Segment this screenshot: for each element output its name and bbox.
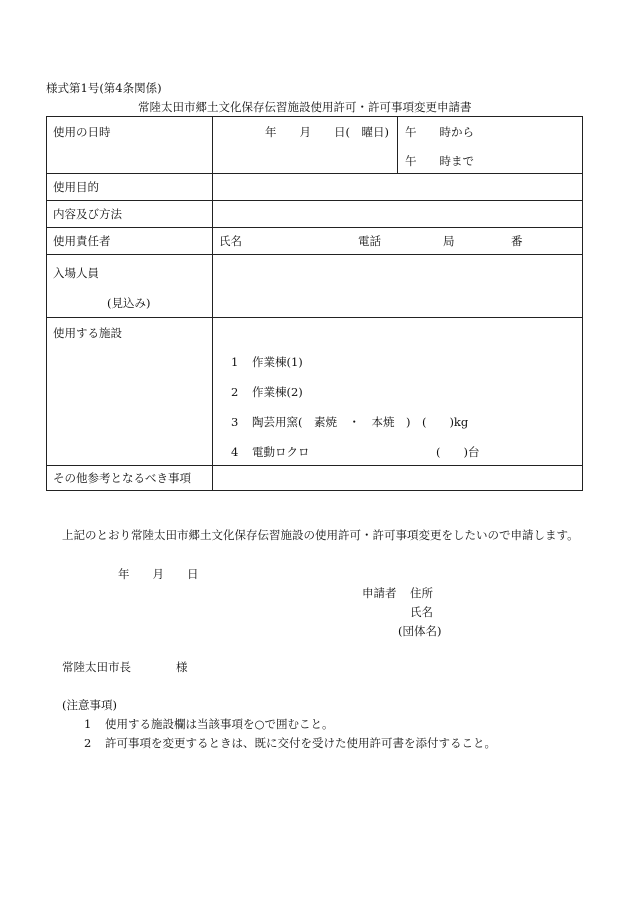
note-item-text: 使用する施設欄は当該事項を○で囲むこと。 — [104, 717, 334, 731]
facility-item-text: 陶芸用窯( 素焼 ・ 本焼 ) ( )kg — [251, 415, 469, 429]
facility-item-num: 2 — [231, 385, 239, 399]
responsible-name-label: 氏名 — [219, 234, 242, 248]
facilities-label-cell — [47, 318, 213, 466]
other-value-cell[interactable] — [213, 466, 583, 491]
attendees-sub-label: (見込み) — [107, 296, 151, 310]
other-label-cell — [47, 466, 213, 491]
applicant-name-label[interactable]: 氏名 — [410, 605, 433, 619]
form-number: 様式第1号(第4条関係) — [46, 81, 162, 95]
responsible-label-cell — [47, 228, 213, 255]
responsible-value-cell[interactable] — [213, 228, 583, 255]
datetime-from-text: 午 時から — [405, 125, 474, 139]
row-facilities — [47, 318, 583, 466]
responsible-number-label: 番 — [511, 234, 523, 248]
row-responsible — [47, 228, 583, 255]
facility-item-text: 作業棟(2) — [251, 385, 303, 399]
facilities-label: 使用する施設 — [53, 326, 122, 340]
purpose-value-cell[interactable] — [213, 174, 583, 201]
addressee: 常陸太田市長 — [62, 660, 131, 674]
facility-item[interactable] — [231, 444, 479, 460]
content-value-cell[interactable] — [213, 201, 583, 228]
content-label: 内容及び方法 — [53, 207, 122, 221]
responsible-label: 使用責任者 — [53, 234, 111, 248]
form-title: 常陸太田市郷土文化保存伝習施設使用許可・許可事項変更申請書 — [138, 100, 472, 114]
content-label-cell — [47, 201, 213, 228]
facility-item-num: 4 — [231, 445, 239, 459]
facility-item[interactable] — [231, 354, 303, 370]
attendees-label: 入場人員 — [53, 266, 99, 280]
application-statement: 上記のとおり常陸太田市郷土文化保存伝習施設の使用許可・許可事項変更をしたいので申請します。 — [62, 528, 579, 542]
row-content — [47, 201, 583, 228]
attendees-label-cell — [47, 255, 213, 318]
purpose-label: 使用目的 — [53, 180, 99, 194]
datetime-date-text: 年 月 日( 曜日) — [265, 125, 389, 139]
applicant-address-label[interactable]: 住所 — [410, 586, 433, 600]
row-datetime — [47, 117, 583, 174]
row-purpose — [47, 174, 583, 201]
row-other — [47, 466, 583, 491]
facility-item-num: 1 — [231, 355, 239, 369]
responsible-office-label: 局 — [443, 234, 455, 248]
note-item-num: 2 — [84, 736, 92, 750]
responsible-phone-label: 電話 — [358, 234, 381, 248]
applicant-group-label: (団体名) — [398, 624, 442, 638]
application-table — [46, 116, 583, 491]
datetime-value-cell[interactable] — [213, 117, 583, 174]
note-item — [84, 735, 496, 751]
addressee-honorific: 様 — [176, 660, 188, 674]
note-item-text: 許可事項を変更するときは、既に交付を受けた使用許可書を添付すること。 — [104, 736, 496, 750]
purpose-label-cell — [47, 174, 213, 201]
application-date[interactable]: 年 月 日 — [118, 567, 199, 581]
datetime-label: 使用の日時 — [53, 125, 111, 139]
datetime-label-cell — [47, 117, 213, 174]
note-item-num: 1 — [84, 717, 92, 731]
facility-item[interactable] — [231, 384, 303, 400]
row-attendees — [47, 255, 583, 318]
note-item — [84, 716, 334, 732]
other-label: その他参考となるべき事項 — [53, 471, 191, 485]
notes-title: (注意事項) — [62, 698, 117, 712]
facility-item[interactable] — [231, 414, 468, 430]
facilities-value-cell — [213, 318, 583, 466]
attendees-value-cell[interactable] — [213, 255, 583, 318]
applicant-title: 申請者 — [362, 586, 397, 600]
facility-item-num: 3 — [231, 415, 239, 429]
facility-item-text: 作業棟(1) — [251, 355, 303, 369]
facility-item-text: 電動ロクロ ( )台 — [251, 445, 480, 459]
datetime-to-text: 午 時まで — [405, 154, 474, 168]
datetime-divider — [397, 117, 398, 173]
